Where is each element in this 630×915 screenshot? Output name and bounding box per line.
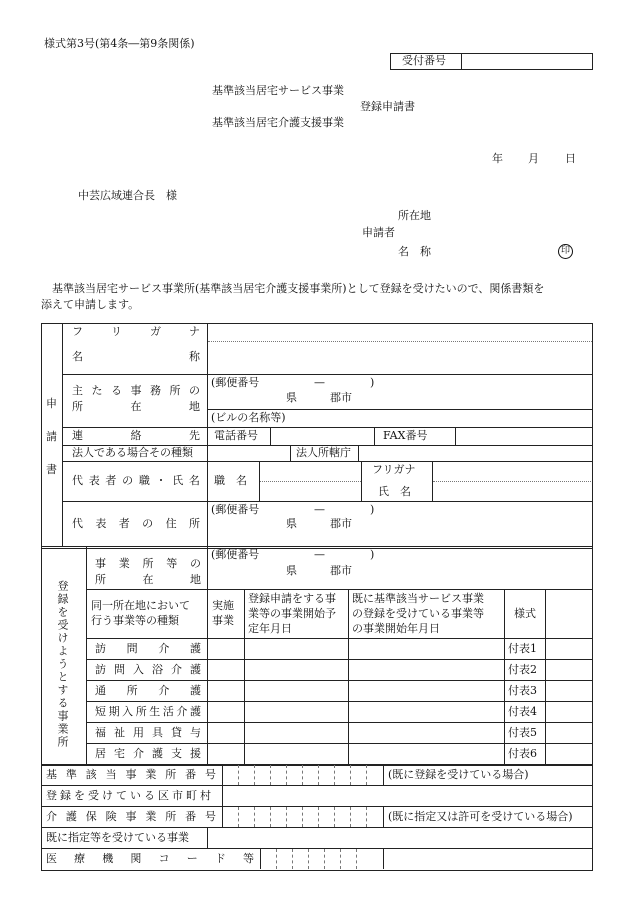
rep-title-label: 代 表 者 の 職 ・ 氏 名 <box>72 474 200 487</box>
rep-postal-dash: — <box>314 503 325 516</box>
medical-code-field[interactable] <box>262 850 382 868</box>
corp-type-field[interactable] <box>210 446 288 460</box>
corp-agency-label: 法人所轄庁 <box>296 446 351 459</box>
business-postal-label: (郵便番号 <box>211 548 260 561</box>
col-type-header-1: 同一所在地において <box>91 599 190 612</box>
rep-postal-close: ) <box>370 503 375 516</box>
furigana-label: フ リ ガ ナ <box>72 325 200 338</box>
title-line-1: 基準該当居宅サービス事業 <box>212 84 344 97</box>
rep-postal-label: (郵便番号 <box>211 503 260 516</box>
business-side-label: 登録を受けようとする事業所 <box>56 580 69 749</box>
municipality-field[interactable] <box>224 787 590 805</box>
insurance-number-label: 介 護 保 険 事 業 所 番 号 <box>46 810 216 823</box>
designated-field[interactable] <box>209 829 590 847</box>
office-number-note: (既に登録を受けている場合) <box>388 768 529 781</box>
business-postal-dash: — <box>314 548 325 561</box>
office-county-city: 郡市 <box>330 391 352 404</box>
rep-prefecture: 県 <box>286 517 297 530</box>
col-impl-header-2: 事業 <box>212 614 234 627</box>
date-year: 年 <box>492 152 503 165</box>
fax-field[interactable] <box>458 429 588 443</box>
col-type-header-2: 行う事業等の種類 <box>91 614 179 627</box>
building-label: (ビルの名称等) <box>211 411 286 424</box>
date-month: 月 <box>528 152 539 165</box>
name-label: 名 称 <box>72 350 200 363</box>
applicant-name-label: 名 称 <box>398 245 431 258</box>
service-row-name: 通 所 介 護 <box>95 684 201 697</box>
rep-furigana-label: フリガナ <box>372 463 416 476</box>
service-row-name: 福 祉 用 具 貸 与 <box>95 726 201 739</box>
service-row-name: 短 期 入 所 生 活 介 護 <box>95 705 201 718</box>
col-existing-header-3: の事業開始年月日 <box>352 622 440 635</box>
col-start-header-2: 業等の事業開始予 <box>248 607 336 620</box>
service-row-name: 訪 問 介 護 <box>95 642 201 655</box>
main-office-label: 主 た る 事 務 所 の <box>72 384 200 397</box>
fax-label: FAX番号 <box>383 429 428 442</box>
title-line-3: 基準該当居宅介護支援事業 <box>212 116 344 129</box>
phone-field[interactable] <box>273 429 373 443</box>
medical-code-label: 医 療 機 関 コ ー ド 等 <box>46 852 254 865</box>
rep-address-label: 代 表 者 の 住 所 <box>72 517 200 530</box>
receipt-number-label: 受付番号 <box>402 54 446 67</box>
date-day: 日 <box>565 152 576 165</box>
seal-icon: 印 <box>558 244 573 259</box>
service-row-form: 付表4 <box>508 705 537 718</box>
office-postal-close: ) <box>370 376 375 389</box>
position-label: 職 名 <box>214 474 247 487</box>
service-row-form: 付表1 <box>508 642 537 655</box>
rep-county-city: 郡市 <box>330 517 352 530</box>
service-row-name: 居 宅 介 護 支 援 <box>95 747 201 760</box>
applicant-label: 申請者 <box>362 226 395 239</box>
service-row-form: 付表3 <box>508 684 537 697</box>
col-start-header-1: 登録申請をする事 <box>248 592 336 605</box>
col-start-header-3: 定年月日 <box>248 622 292 635</box>
office-postal-dash: — <box>314 376 325 389</box>
business-office-label-2: 所 在 地 <box>95 573 201 586</box>
business-postal-close: ) <box>370 548 375 561</box>
office-number-label: 基 準 該 当 事 業 所 番 号 <box>46 768 216 781</box>
business-office-label: 事 業 所 等 の <box>95 557 201 570</box>
service-row-form: 付表2 <box>508 663 537 676</box>
corp-type-label: 法人である場合その種類 <box>72 446 193 459</box>
title-line-2: 登録申請書 <box>360 100 415 113</box>
business-prefecture: 県 <box>286 564 297 577</box>
municipality-label: 登録を受けている区市町村 <box>46 789 214 802</box>
applicant-side-label-1: 申 <box>46 397 57 410</box>
applicant-address-label: 所在地 <box>398 209 431 222</box>
form-number: 様式第3号(第4条―第9条関係) <box>44 37 195 50</box>
furigana-field[interactable] <box>210 324 590 340</box>
service-row-form: 付表6 <box>508 747 537 760</box>
rep-name-label: 氏 名 <box>378 485 411 498</box>
col-form-header: 様式 <box>514 607 536 620</box>
applicant-side-label-2: 請 <box>46 430 57 443</box>
insurance-number-field[interactable] <box>224 808 382 826</box>
office-prefecture: 県 <box>286 391 297 404</box>
office-postal-label: (郵便番号 <box>211 376 260 389</box>
phone-label: 電話番号 <box>214 429 258 442</box>
main-office-label-2: 所 在 地 <box>72 400 200 413</box>
col-existing-header-1: 既に基準該当サービス事業 <box>352 592 484 605</box>
applicant-side-label-3: 書 <box>46 463 57 476</box>
service-row-form: 付表5 <box>508 726 537 739</box>
receipt-number-field[interactable] <box>464 54 588 68</box>
designated-label: 既に指定等を受けている事業 <box>46 831 189 844</box>
name-field[interactable] <box>210 343 590 373</box>
office-number-field[interactable] <box>224 766 382 784</box>
intro-line-1: 基準該当居宅サービス事業所(基準該当居宅介護支援事業所)として登録を受けたいので、関係書類を <box>52 282 545 295</box>
business-county-city: 郡市 <box>330 564 352 577</box>
contact-label: 連 絡 先 <box>72 429 200 442</box>
intro-line-2: 添えて申請します。 <box>41 298 140 311</box>
col-impl-header-1: 実施 <box>212 599 234 612</box>
col-existing-header-2: の登録を受けている事業等 <box>352 607 484 620</box>
insurance-note: (既に指定又は許可を受けている場合) <box>388 810 573 823</box>
service-row-name: 訪 問 入 浴 介 護 <box>95 663 201 676</box>
addressee: 中芸広域連合長 様 <box>78 189 177 202</box>
